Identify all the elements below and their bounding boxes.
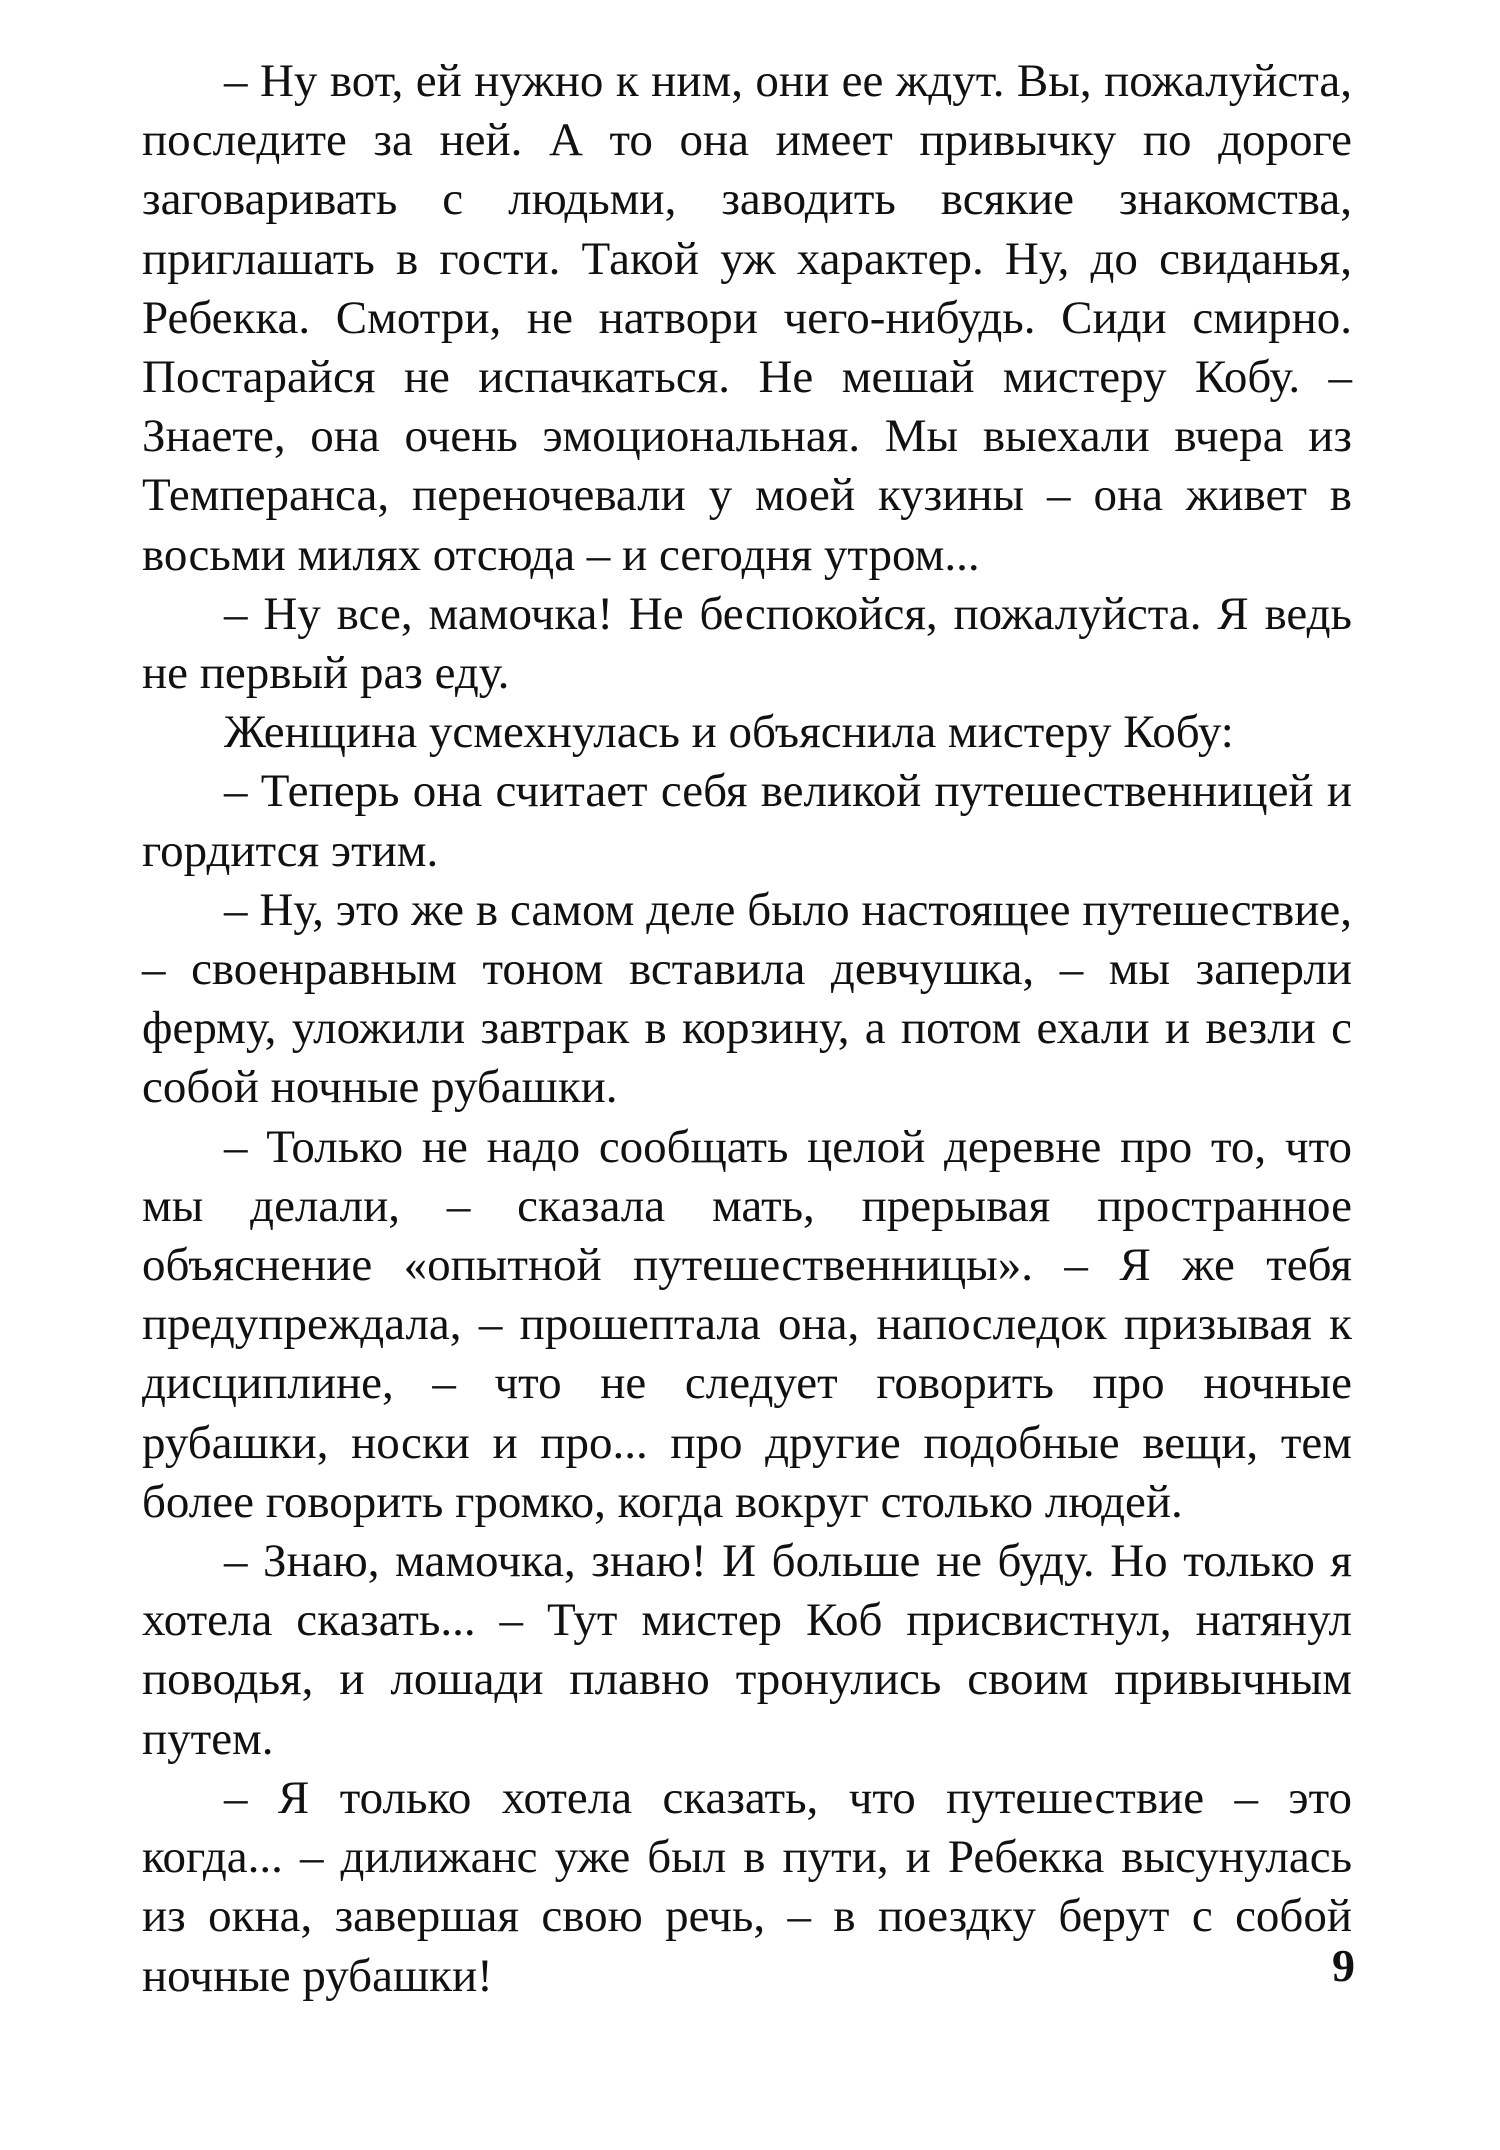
page-body — [142, 52, 1352, 2006]
paragraph: Женщина усмехнулась и объяснила мистеру Кобу: — [224, 706, 1234, 759]
paragraph: – Только не надо сообщать целой деревне про то, что мы делали, – сказала мать, прерывая пространное объяснение «опытной путешественницы». – Я же тебя предупреждала, – прошептала она, напоследок призывая к дисциплине, – что не следует говорить про ночные рубашки, носки и про... про другие подобные вещи, тем более говорить громко, когда вокруг столько людей. — [142, 1120, 1352, 1528]
paragraph: – Ну, это же в самом деле было настоящее путешествие, – своенравным тоном вставила девчушка, – мы заперли ферму, уложили завтрак в корзину, а потом ехали и везли с собой ночные рубашки. — [142, 883, 1352, 1114]
paragraph: – Теперь она считает себя великой путешественницей и гордится этим. — [142, 765, 1352, 877]
paragraph: – Я только хотела сказать, что путешествие – это когда... – дилижанс уже был в пути, и Ребекка высунулась из окна, завершая свою речь, – в поездку берут с собой ночные рубашки! — [142, 1771, 1352, 2002]
paragraph: – Ну все, мамочка! Не беспокойся, пожалуйста. Я ведь не первый раз еду. — [142, 587, 1352, 700]
paragraph: – Знаю, мамочка, знаю! И больше не буду. Но только я хотела сказать... – Тут мистер Коб присвистнул, натянул поводья, и лошади плавно тронулись своим привычным путем. — [142, 1535, 1352, 1765]
paragraph: – Ну вот, ей нужно к ним, они ее ждут. Вы, пожалуйста, последите за ней. А то она имеет привычку по дороге заговаривать с людьми, заводить всякие знакомства, приглашать в гости. Такой уж характер. Ну, до свиданья, Ребекка. Смотри, не натвори чего-нибудь. Сиди смирно. Постарайся не испачкаться. Не мешай мистеру Кобу. – Знаете, она очень эмоциональная. Мы выехали вчера из Темперанса, переночевали у моей кузины – она живет в восьми милях отсюда – и сегодня утром... — [142, 55, 1352, 581]
page-number: 9 — [1332, 1940, 1355, 1991]
